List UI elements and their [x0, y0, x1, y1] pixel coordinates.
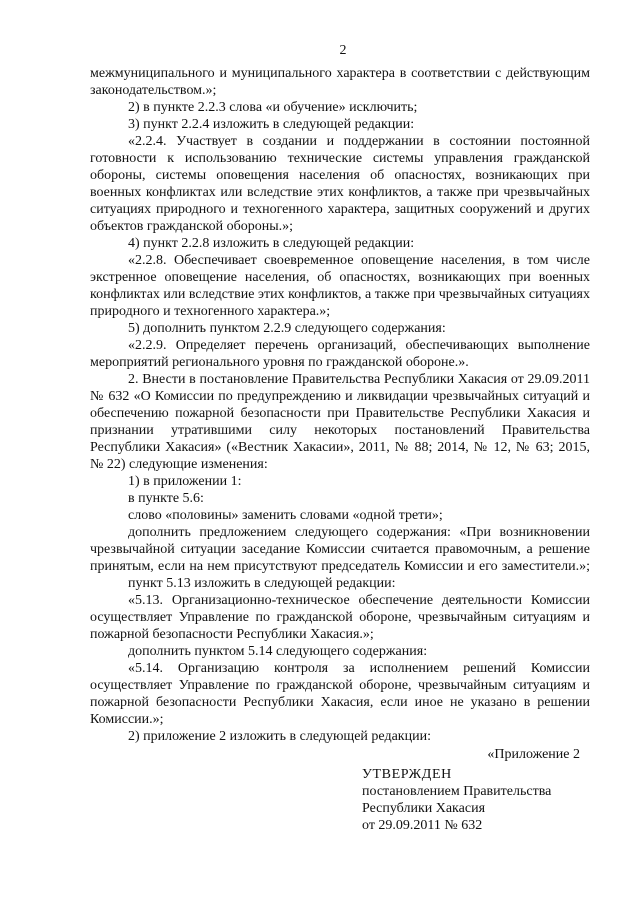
- text-line: пункт 5.13 изложить в следующей редакции:: [128, 576, 396, 591]
- approval-block: [90, 746, 590, 834]
- text-line: природного и техногенного характера.»;: [90, 304, 331, 319]
- page-number: 2: [339, 43, 347, 58]
- text-line: признании утратившими силу некоторых постановлений Правительства: [90, 423, 590, 438]
- approved-date-line: от 29.09.2011 № 632: [362, 818, 483, 833]
- text-line: экстренное оповещение населения, об опасностях, возникающих при военных: [90, 270, 590, 285]
- text-line: «2.2.8. Обеспечивает своевременное оповещение населения, в том числе: [128, 253, 590, 268]
- text-line: осуществляет Управление по гражданской обороне, чрезвычайным ситуациям и: [90, 678, 590, 693]
- text-line: 2. Внести в постановление Правительства Республики Хакасия от 29.09.2011: [128, 372, 590, 387]
- text-line: пожарной безопасности Республики Хакасия, если иное не указано в решении: [90, 695, 590, 710]
- text-line: военных конфликтах или вследствие этих конфликтов, а также при чрезвычайных: [90, 185, 590, 200]
- text-line: слово «половины» заменить словами «одной трети»;: [128, 508, 443, 523]
- text-line: № 632 «О Комиссии по предупреждению и ликвидации чрезвычайных ситуаций и: [90, 389, 590, 404]
- text-line: ситуациях природного и техногенного характера, защитных сооружений и других: [90, 202, 590, 217]
- text-line: пожарной безопасности Республики Хакасия.»;: [90, 627, 374, 642]
- text-line: «2.2.9. Определяет перечень организаций, обеспечивающих выполнение: [128, 338, 590, 353]
- text-line: мероприятий регионального уровня по гражданской обороне.».: [90, 355, 469, 370]
- text-line: в пункте 5.6:: [128, 491, 204, 506]
- text-line: 2) в пункте 2.2.3 слова «и обучение» исключить;: [128, 100, 418, 115]
- text-line: осуществляет Управление по гражданской обороне, чрезвычайным ситуациям и: [90, 610, 590, 625]
- approved-region-line: Республики Хакасия: [362, 801, 486, 816]
- text-line: 3) пункт 2.2.4 изложить в следующей редакции:: [128, 117, 415, 132]
- text-line: объектов гражданской обороны.»;: [90, 219, 294, 234]
- text-line: Комиссии.»;: [90, 712, 164, 727]
- text-line: «5.13. Организационно-техническое обеспечение деятельности Комиссии: [128, 593, 590, 608]
- text-line: чрезвычайной ситуации заседание Комиссии считается правомочным, а решение: [90, 542, 590, 557]
- text-line: принятым, если на нем присутствуют председатель Комиссии и его заместители.»;: [90, 559, 590, 574]
- approved-by-line: постановлением Правительства: [362, 784, 552, 799]
- text-line: готовности к использованию технические системы управления гражданской: [90, 151, 590, 166]
- text-line: 1) в приложении 1:: [128, 474, 242, 489]
- text-line: дополнить предложением следующего содержания: «При возникновении: [128, 525, 590, 540]
- text-line: обеспечению пожарной безопасности при Правительстве Республики Хакасия и: [90, 406, 590, 421]
- text-line: обороны, системы оповещения населения об опасностях, возникающих при: [90, 168, 590, 183]
- text-line: 4) пункт 2.2.8 изложить в следующей редакции:: [128, 236, 415, 251]
- text-line: дополнить пунктом 5.14 следующего содержания:: [128, 644, 428, 659]
- approved-title: УТВЕРЖДЕН: [362, 767, 452, 782]
- document-body: [90, 65, 590, 745]
- approval-stamp: [362, 766, 590, 834]
- annex-label: «Приложение 2: [487, 747, 580, 762]
- text-line: конфликтах или вследствие этих конфликтов, а также при чрезвычайных ситуациях: [90, 287, 590, 302]
- text-line: «2.2.4. Участвует в создании и поддержании в состоянии постоянной: [128, 134, 590, 149]
- text-line: № 22) следующие изменения:: [90, 457, 268, 472]
- text-line: «5.14. Организацию контроля за исполнением решений Комиссии: [128, 661, 590, 676]
- text-line: законодательством.»;: [90, 83, 217, 98]
- text-line: 5) дополнить пунктом 2.2.9 следующего содержания:: [128, 321, 446, 336]
- text-line: 2) приложение 2 изложить в следующей редакции:: [128, 729, 431, 744]
- text-line: межмуниципального и муниципального характера в соответствии с действующим: [90, 66, 590, 81]
- text-line: Республики Хакасия» («Вестник Хакасии», 2011, № 88; 2014, № 12, № 63; 2015,: [90, 440, 590, 455]
